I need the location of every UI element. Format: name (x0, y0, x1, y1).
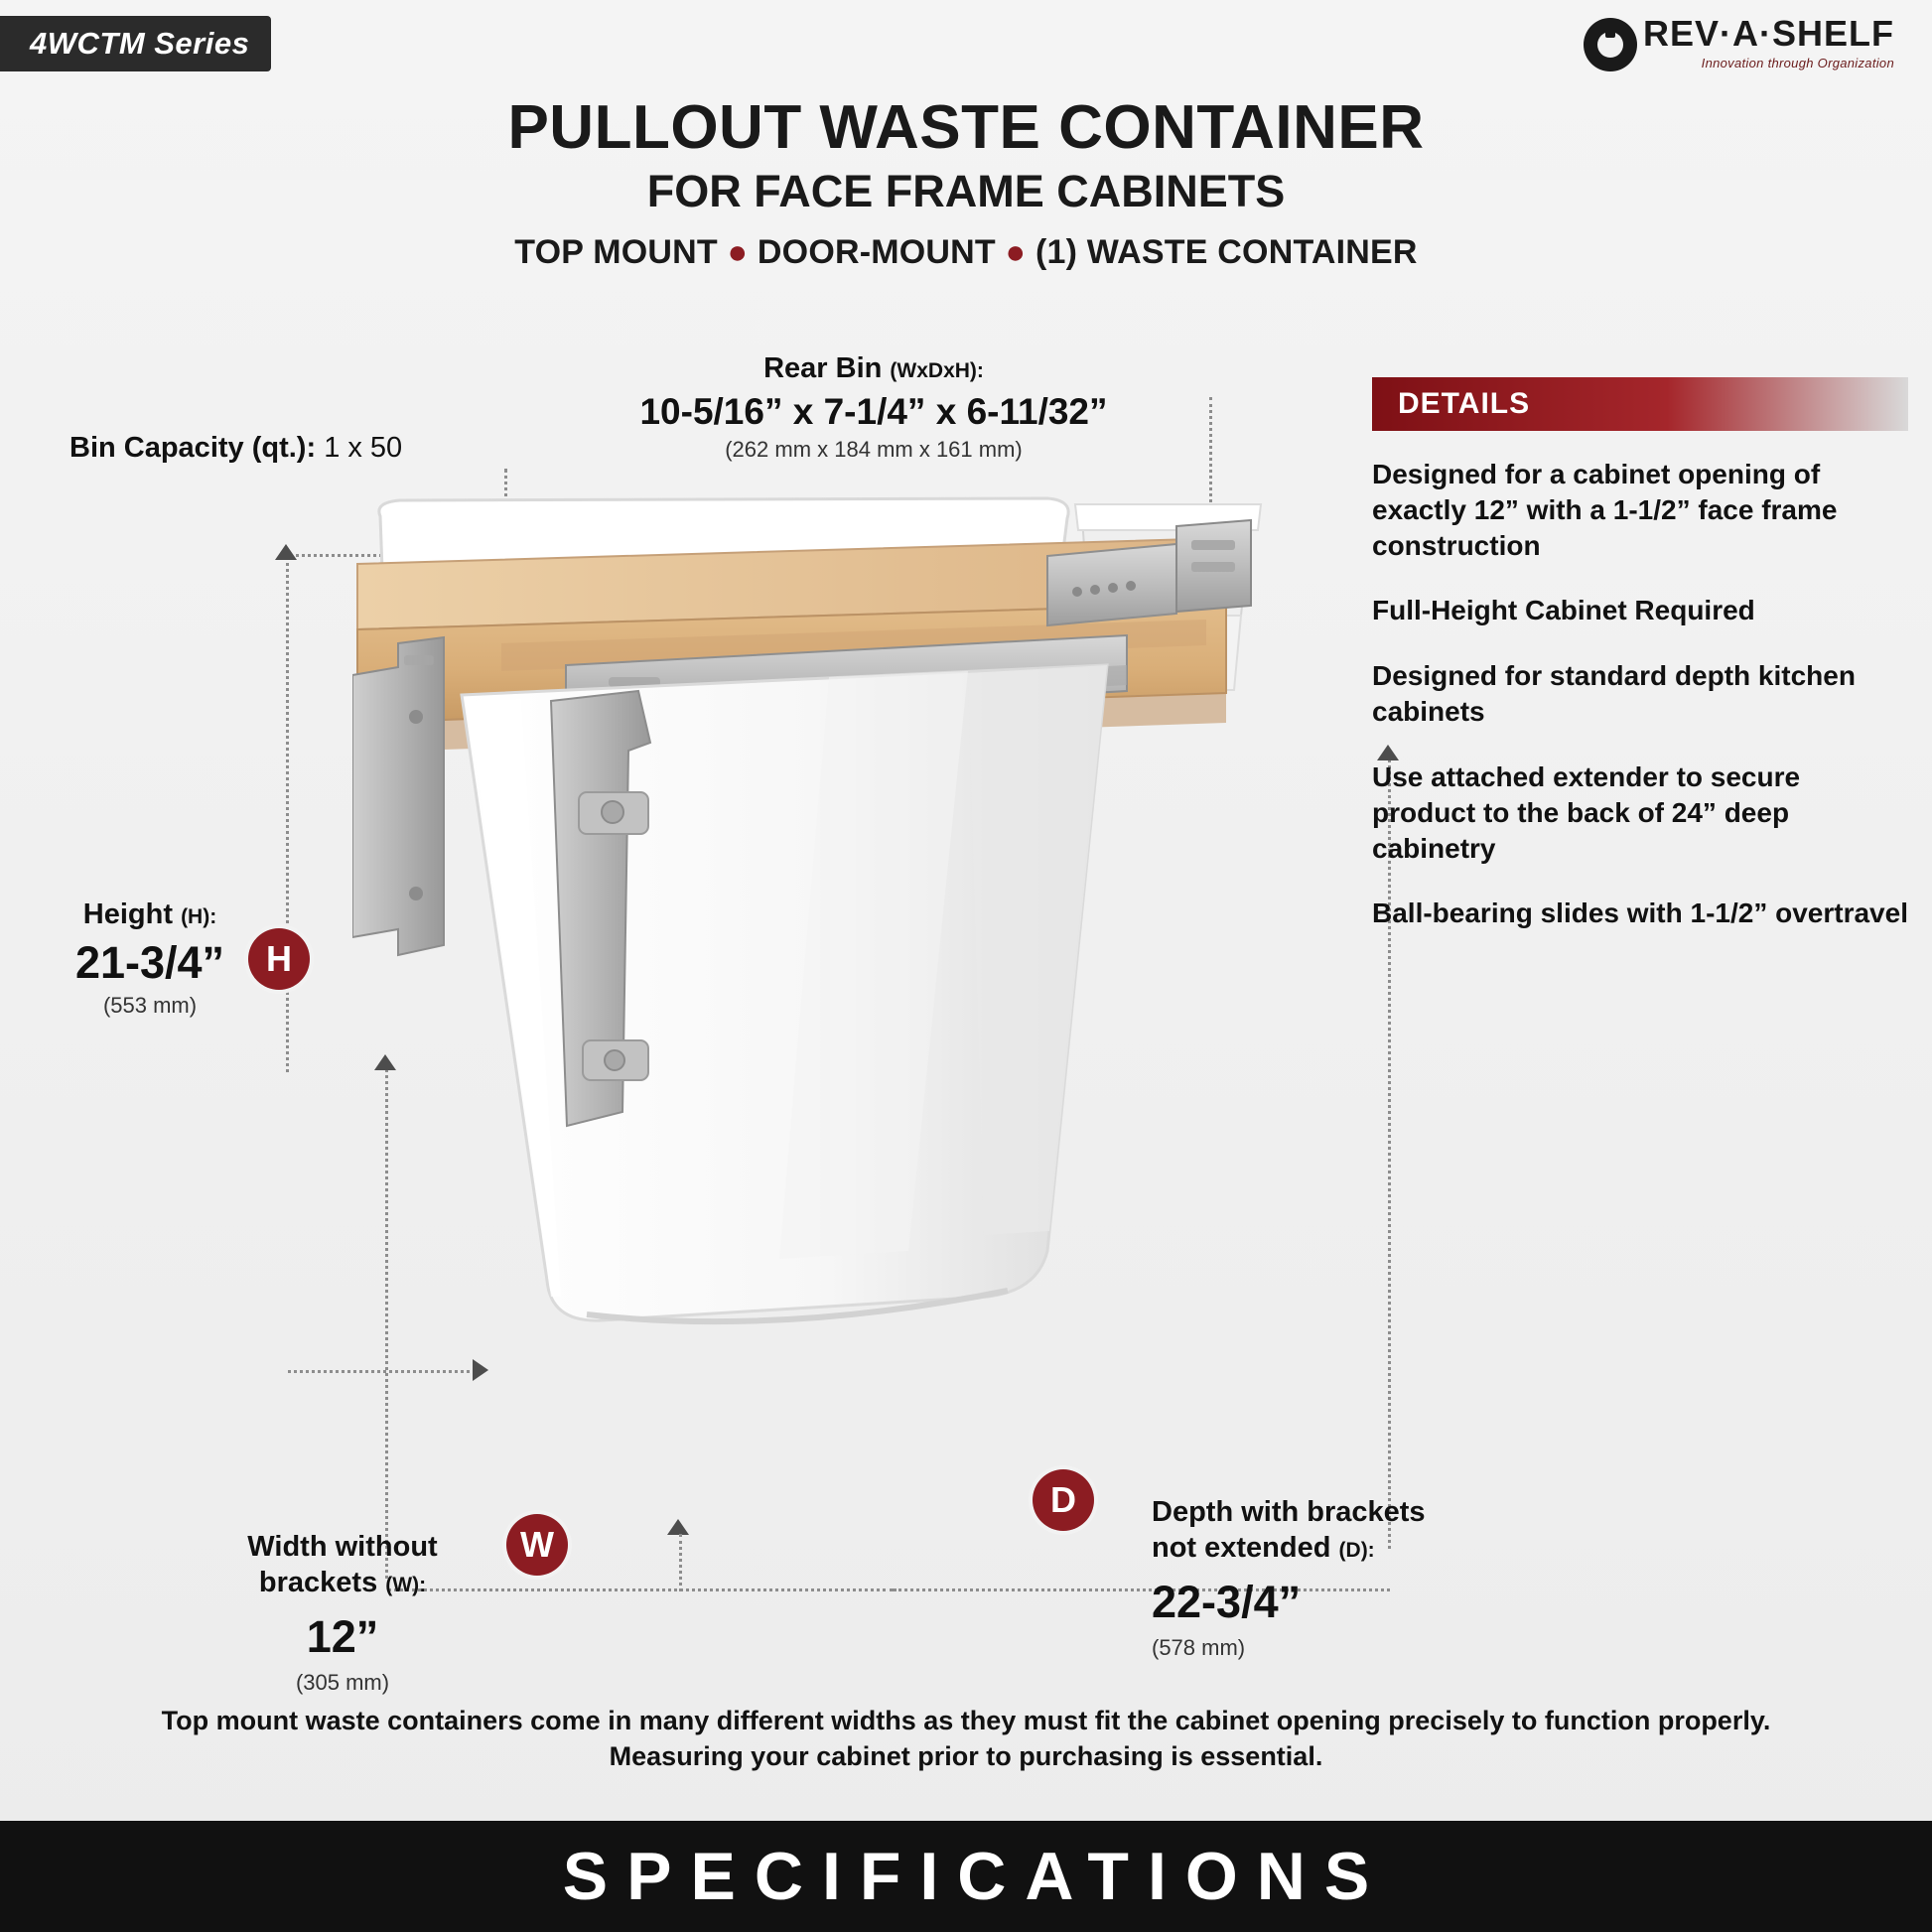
details-item: Ball-bearing slides with 1-1/2” overtravel (1372, 897, 1908, 929)
height-dimension-badge: H (248, 928, 310, 990)
rear-bin-label: Rear Bin (763, 352, 883, 384)
width-callout (213, 1529, 472, 1696)
height-letter-label: (H): (181, 905, 217, 928)
rear-bin-callout (556, 352, 1191, 463)
details-item: Designed for a cabinet opening of exactly 12” with a 1-1/2” face frame construction (1372, 459, 1838, 561)
width-value: 12” (306, 1610, 379, 1662)
details-panel (1372, 377, 1908, 961)
product-illustration (352, 496, 1405, 1549)
details-item: Designed for standard depth kitchen cabinets (1372, 660, 1856, 728)
width-label-text: Width without (247, 1531, 438, 1563)
details-item: Use attached extender to secure product to the back of 24” deep cabinetry (1372, 760, 1801, 864)
depth-label-text2: not extended (1152, 1532, 1331, 1565)
brand-name: REV·A·SHELF (1643, 13, 1894, 54)
width-label-text2: brackets (258, 1567, 378, 1599)
page-subtitle: FOR FACE FRAME CABINETS (646, 166, 1286, 217)
logo-mark-icon (1584, 18, 1637, 71)
separator-dot-2: ● (1005, 233, 1027, 272)
height-label-text: Height (82, 898, 173, 930)
depth-label-text: Depth with brackets (1152, 1496, 1426, 1528)
page-feature-line (0, 233, 1932, 272)
height-callout (36, 898, 264, 1019)
depth-mm: (578 mm) (1152, 1634, 1246, 1660)
details-item: Full-Height Cabinet Required (1372, 595, 1755, 626)
depth-dimension-badge: D (1033, 1469, 1094, 1531)
separator-dot-1: ● (727, 233, 749, 272)
depth-callout (1152, 1494, 1529, 1661)
height-value: 21-3/4” (74, 937, 225, 988)
feature-3: (1) WASTE CONTAINER (1035, 233, 1418, 272)
bin-capacity-callout (69, 432, 402, 465)
width-dimension-badge: W (506, 1514, 568, 1576)
title-block (0, 95, 1932, 272)
leader-height-arrow-top (275, 544, 297, 560)
specifications-label: SPECIFICATIONS (562, 1839, 1389, 1914)
feature-2: DOOR-MOUNT (757, 233, 996, 272)
depth-value: 22-3/4” (1152, 1576, 1302, 1627)
rear-bin-mm: (262 mm x 184 mm x 161 mm) (725, 437, 1023, 462)
series-tag: 4WCTM Series (0, 16, 271, 71)
feature-1: TOP MOUNT (514, 233, 718, 272)
width-letter-label: (W): (385, 1574, 427, 1597)
bin-capacity-label: Bin Capacity (qt.): (69, 432, 317, 464)
left-bracket-graphic (352, 637, 444, 955)
rear-bin-inches: 10-5/16” x 7-1/4” x 6-11/32” (639, 391, 1108, 432)
page-title: PULLOUT WASTE CONTAINER (507, 93, 1425, 162)
specifications-bar (0, 1821, 1932, 1932)
rear-bin-dims-label: (WxDxH): (890, 359, 984, 382)
bin-capacity-value: 1 x 50 (324, 432, 403, 464)
depth-letter-label: (D): (1338, 1539, 1375, 1563)
width-mm: (305 mm) (295, 1669, 390, 1695)
height-mm: (553 mm) (102, 993, 198, 1018)
footnote: Top mount waste containers come in many different widths as they must fit the cabinet opening precisely to function properly. Measuring your cabinet prior to purchasing is essential. (161, 1706, 1771, 1772)
brand-logo (1584, 13, 1894, 71)
brand-tagline: Innovation through Organization (1701, 56, 1894, 70)
details-heading: DETAILS (1372, 377, 1908, 431)
details-list (1372, 457, 1908, 931)
leader-height-vertical (286, 556, 289, 1072)
